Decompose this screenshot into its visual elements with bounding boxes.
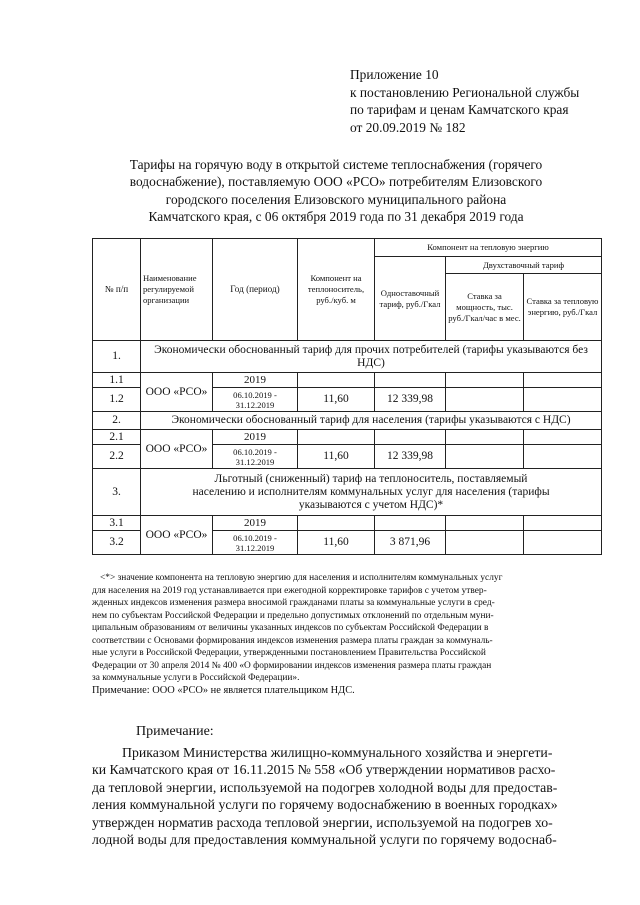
org-name: ООО «РСО» <box>141 373 213 412</box>
vat-note: Примечание: ООО «РСО» не является плательщиком НДС. <box>92 684 355 696</box>
row-period: 06.10.2019 - 31.12.2019 <box>213 531 298 555</box>
section-num: 3. <box>93 469 141 516</box>
footnote <box>92 572 604 697</box>
note-line: ления коммунальной услуги по горячему водоснабжению в военных городках» <box>92 797 558 813</box>
row-energy <box>524 388 602 412</box>
footnote-line: жденных индексов изменения размера вносимой гражданами платы за коммунальные услуги в сред- <box>92 598 495 608</box>
row-capacity <box>446 430 524 445</box>
note-line: ки Камчатского края от 16.11.2015 № 558 «Об утверждении нормативов расхо- <box>92 762 556 778</box>
note-line: утвержден норматив расхода тепловой энергии, используемой на подогрев хо- <box>92 814 553 830</box>
footnote-line: ципальным образованиям от величины указанных индексов по субъектам Российской Федерации в <box>92 623 489 633</box>
row-carrier: 11,60 <box>298 445 375 469</box>
footnote-line: нем по субъектам Российской Федерации и предельно допустимых отклонений по отдельным муни- <box>92 610 494 621</box>
header-capacity-rate: Ставка за мощность, тыс. руб./Гкал/час в мес. <box>446 274 524 341</box>
row-num: 1.1 <box>93 373 141 388</box>
footnote-line: <*> значение компонента на тепловую энергию для населения и исполнителям коммунальных услуг <box>100 573 503 583</box>
footnote-line: Федерации от 30 апреля 2014 № 400 «О формировании индексов изменения размера платы граждан <box>92 660 492 671</box>
section-title: Экономически обоснованный тариф для прочих потребителей (тарифы указываются без НДС) <box>141 341 602 373</box>
row-capacity <box>446 531 524 555</box>
row-period: 06.10.2019 - 31.12.2019 <box>213 388 298 412</box>
row-single: 12 339,98 <box>375 445 446 469</box>
row-period: 2019 <box>213 430 298 445</box>
header-org: Наименование регулируемой организации <box>141 239 213 341</box>
header-carrier: Компонент на теплоноситель, руб./куб. м <box>298 239 375 341</box>
row-single <box>375 373 446 388</box>
row-capacity <box>446 373 524 388</box>
header-num: № п/п <box>93 239 141 341</box>
header-thermal-energy: Компонент на тепловую энергию <box>375 239 602 257</box>
tariff-table <box>92 238 602 555</box>
note-title: Примечание: <box>136 724 214 739</box>
section-num: 1. <box>93 341 141 373</box>
appendix-line: по тарифам и ценам Камчатского края <box>350 102 569 117</box>
appendix-header <box>350 66 620 136</box>
appendix-line: Приложение 10 <box>350 67 439 82</box>
row-single: 12 339,98 <box>375 388 446 412</box>
appendix-line: к постановлению Региональной службы <box>350 84 580 100</box>
section-num: 2. <box>93 412 141 430</box>
footnote-line: соответствии с Основами формирования индексов изменения размера платы граждан за коммуналь- <box>92 635 493 646</box>
row-energy <box>524 516 602 531</box>
row-num: 2.1 <box>93 430 141 445</box>
row-carrier <box>298 516 375 531</box>
row-single <box>375 430 446 445</box>
appendix-line: от 20.09.2019 № 182 <box>350 119 466 135</box>
title-line: Тарифы на горячую воду в открытой системе теплоснабжения (горячего <box>129 157 543 172</box>
note-line: да тепловой энергии, используемой на подогрев холодной воды для предостав- <box>92 779 558 795</box>
section-title: Льготный (сниженный) тариф на теплоноситель, поставляемый населению и исполнителям коммунальных услуг для населения (тарифы указываются с учетом НДС)* <box>141 469 602 516</box>
row-carrier <box>298 430 375 445</box>
row-single <box>375 516 446 531</box>
row-capacity <box>446 516 524 531</box>
row-capacity <box>446 445 524 469</box>
footnote-line: ные услуги в Российской Федерации, утвержденными постановлением Правительства Российской <box>92 648 486 658</box>
row-num: 3.1 <box>93 516 141 531</box>
row-energy <box>524 445 602 469</box>
note-line: Приказом Министерства жилищно-коммунального хозяйства и энергети- <box>122 745 553 760</box>
row-energy <box>524 373 602 388</box>
header-period: Год (период) <box>213 239 298 341</box>
section-title: Экономически обоснованный тариф для населения (тарифы указываются с НДС) <box>141 412 602 430</box>
row-period: 2019 <box>213 373 298 388</box>
row-num: 3.2 <box>93 531 141 555</box>
row-num: 2.2 <box>93 445 141 469</box>
title-line: водоснабжение), поставляемую ООО «РСО» потребителям Елизовского <box>129 174 543 190</box>
row-carrier: 11,60 <box>298 531 375 555</box>
header-single-rate: Одноставочный тариф, руб./Гкал <box>375 257 446 341</box>
document-title <box>86 156 586 225</box>
header-two-part: Двухставочный тариф <box>446 257 602 274</box>
row-period: 2019 <box>213 516 298 531</box>
footnote-line: для населения на 2019 год устанавливается при ежегодной корректировке тарифов с учетом утвер- <box>92 585 487 596</box>
row-carrier <box>298 373 375 388</box>
row-carrier: 11,60 <box>298 388 375 412</box>
title-line: городского поселения Елизовского муниципального района <box>165 191 507 207</box>
org-name: ООО «РСО» <box>141 516 213 555</box>
header-energy-rate: Ставка за тепловую энергию, руб./Гкал <box>524 274 602 341</box>
row-capacity <box>446 388 524 412</box>
row-single: 3 871,96 <box>375 531 446 555</box>
row-period: 06.10.2019 - 31.12.2019 <box>213 445 298 469</box>
footnote-line: за коммунальные услуги в Российской Федерации». <box>92 673 300 683</box>
row-num: 1.2 <box>93 388 141 412</box>
org-name: ООО «РСО» <box>141 430 213 469</box>
row-energy <box>524 430 602 445</box>
title-line: Камчатского края, с 06 октября 2019 года по 31 декабря 2019 года <box>148 208 524 224</box>
note-body <box>92 744 606 848</box>
row-energy <box>524 531 602 555</box>
note-line: лодной воды для предоставления коммунальной услуги по горячему водоснаб- <box>92 832 557 848</box>
